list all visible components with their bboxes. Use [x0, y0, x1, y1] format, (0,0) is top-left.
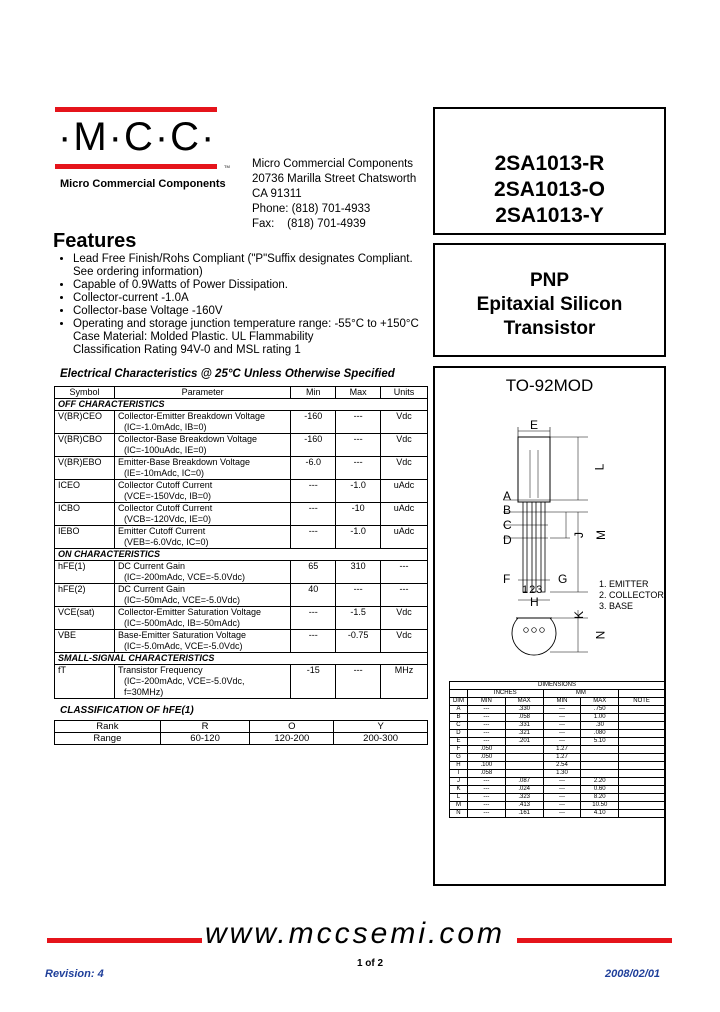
table-row [55, 434, 428, 457]
min-cell: 65 [291, 561, 336, 584]
parameter-line: (VEB=-6.0Vdc, IC=0) [123, 537, 209, 547]
dim-label-c: C [503, 518, 512, 532]
features-list [53, 253, 433, 331]
parameter-line: (IC=-5.0mAdc, VCE=-5.0Vdc) [123, 641, 243, 651]
dim-cell: .331 [505, 722, 543, 730]
units-cell: uAdc [381, 526, 428, 549]
parameter-cell [114, 630, 290, 653]
dim-cell: .024 [505, 786, 543, 794]
units-cell: Vdc [381, 434, 428, 457]
max-cell: --- [336, 584, 381, 607]
dim-cell: --- [543, 714, 581, 722]
dim-cell: .050 [467, 754, 505, 762]
parameter-line: (IE=-10mAdc, IC=0) [123, 468, 204, 478]
dim-label-n: N [593, 630, 608, 640]
features-section [53, 230, 433, 357]
transistor-body [518, 437, 550, 502]
dim-cell: .321 [505, 730, 543, 738]
lead-1 [523, 502, 527, 592]
parameter-line: (IC=-1.0mAdc, IB=0) [123, 422, 207, 432]
parameter-cell [114, 503, 290, 526]
feature-item: • Operating and storage junction temperature range: -55°C to +150°C [73, 318, 433, 331]
features-title: Features [53, 230, 137, 252]
dim-label-h: H [530, 595, 539, 609]
dim-cell: E [450, 738, 468, 746]
units-cell: Vdc [381, 457, 428, 480]
parameter-cell [114, 607, 290, 630]
classification-cell: Range [55, 733, 161, 745]
package-bottom-view [512, 618, 556, 655]
revision-date: 2008/02/01 [605, 968, 661, 980]
symbol-cell: fT [55, 665, 115, 699]
dim-cell [581, 754, 619, 762]
company-logo: ·M·C·C· [58, 115, 217, 159]
dim-cell: H [450, 762, 468, 770]
parameter-cell [114, 584, 290, 607]
part-number: 2SA1013-Y [495, 204, 604, 227]
dim-cell [505, 754, 543, 762]
classification-header-row [55, 721, 428, 733]
dim-cell [619, 770, 665, 778]
symbol-cell: ICBO [55, 503, 115, 526]
parameter-line: Collector Cutoff Current [117, 503, 213, 513]
parameter-line: (IC=-50mAdc, VCE=-5.0Vdc) [123, 595, 240, 605]
dim-cell [619, 722, 665, 730]
dim-col-header: MIN [467, 698, 505, 706]
parameter-cell [114, 480, 290, 503]
electrical-title: Electrical Characteristics @ 25°C Unless Otherwise Specified [60, 368, 395, 380]
classification-cell: Rank [55, 721, 161, 733]
table-row [55, 607, 428, 630]
min-cell: 40 [291, 584, 336, 607]
symbol-cell: V(BR)EBO [55, 457, 115, 480]
dim-cell: 1.27 [543, 746, 581, 754]
parameter-line: Collector-Base Breakdown Voltage [117, 434, 258, 444]
dim-cell: M [450, 802, 468, 810]
table-row [55, 411, 428, 434]
dim-cell: --- [543, 706, 581, 714]
dim-cell: --- [543, 786, 581, 794]
dim-cell: --- [543, 738, 581, 746]
dim-cell: --- [467, 778, 505, 786]
table-row [55, 457, 428, 480]
dim-group-header: INCHES [467, 690, 543, 698]
dim-row [450, 778, 665, 786]
dim-cell: 1.00 [581, 714, 619, 722]
pin-legend [599, 579, 664, 612]
part-number: 2SA1013-O [494, 178, 605, 201]
parameter-line: (VCB=-120Vdc, IE=0) [123, 514, 211, 524]
dim-cell [619, 762, 665, 770]
classification-cell: O [250, 721, 334, 733]
dim-cell [619, 730, 665, 738]
classification-cell: 60-120 [160, 733, 250, 745]
off-characteristics-title: OFF CHARACTERISTICS [55, 399, 428, 411]
classification-cell: Y [334, 721, 428, 733]
column-header: Max [336, 387, 381, 399]
units-cell: Vdc [381, 630, 428, 653]
dim-cell: .050 [467, 746, 505, 754]
dim-cell: 0.60 [581, 786, 619, 794]
min-cell: --- [291, 526, 336, 549]
address-line: Phone: (818) 701-4933 [252, 203, 371, 215]
dim-col-header: MIN [543, 698, 581, 706]
lead-3 [541, 502, 545, 592]
classification-row [55, 733, 428, 745]
dim-cell [505, 762, 543, 770]
dim-cell: --- [543, 802, 581, 810]
min-cell: -160 [291, 434, 336, 457]
units-cell: --- [381, 561, 428, 584]
address-line: 20736 Marilla Street Chatsworth [252, 173, 417, 185]
dim-cell: --- [543, 810, 581, 818]
address-line: Fax: (818) 701-4939 [252, 218, 366, 230]
symbol-cell: V(BR)CEO [55, 411, 115, 434]
table-row [55, 480, 428, 503]
feature-item: • Collector-base Voltage -160V [73, 305, 433, 318]
dim-cell [619, 786, 665, 794]
dim-cell: I [450, 770, 468, 778]
trademark-mark: TM [224, 164, 230, 169]
dim-cell [619, 754, 665, 762]
dim-col-header: DIM [450, 698, 468, 706]
parameter-line: DC Current Gain [117, 584, 185, 594]
dim-cell: --- [467, 810, 505, 818]
dim-row [450, 746, 665, 754]
address-line: Micro Commercial Components [252, 158, 414, 170]
parameter-cell [114, 434, 290, 457]
dim-cell: --- [543, 730, 581, 738]
dim-row [450, 810, 665, 818]
dim-cell: --- [467, 714, 505, 722]
dim-cell: .080 [581, 730, 619, 738]
max-cell: --- [336, 434, 381, 457]
dim-cell [619, 706, 665, 714]
parameter-cell [114, 411, 290, 434]
feature-item: • Lead Free Finish/Rohs Compliant ("P"Suffix designates Compliant. See ordering information) [73, 253, 433, 279]
company-address [252, 157, 432, 232]
logo-company-name: Micro Commercial Components [60, 178, 226, 190]
parameter-line: Emitter-Base Breakdown Voltage [117, 457, 251, 467]
feature-item: • Collector-current -1.0A [73, 292, 433, 305]
dim-col-header: NOTE [619, 698, 665, 706]
symbol-cell: VBE [55, 630, 115, 653]
dim-label-f: F [503, 572, 511, 586]
dim-cell [450, 690, 468, 698]
max-cell: --- [336, 411, 381, 434]
parameter-line: (VCE=-150Vdc, IB=0) [123, 491, 211, 501]
dim-row [450, 802, 665, 810]
units-cell: uAdc [381, 480, 428, 503]
parameter-line: Collector Cutoff Current [117, 480, 213, 490]
dim-label-e: E [530, 418, 539, 432]
dim-row [450, 754, 665, 762]
logo-top-bar [55, 107, 217, 112]
dim-row [450, 762, 665, 770]
dim-cell: --- [467, 738, 505, 746]
symbol-cell: hFE(1) [55, 561, 115, 584]
column-header: Parameter [114, 387, 290, 399]
column-header: Units [381, 387, 428, 399]
dim-cell: 5.10 [581, 738, 619, 746]
dim-cell: .323 [505, 794, 543, 802]
units-cell: MHz [381, 665, 428, 699]
dim-cell [581, 762, 619, 770]
dim-cell: --- [467, 802, 505, 810]
parameter-line: Collector-Emitter Saturation Voltage [117, 607, 262, 617]
table-row [55, 503, 428, 526]
column-header: Symbol [55, 387, 115, 399]
dim-cell: --- [467, 786, 505, 794]
feature-continuation: Case Material: Molded Plastic. UL Flammability [73, 331, 314, 343]
dim-cell: D [450, 730, 468, 738]
dim-cell: C [450, 722, 468, 730]
dim-cell: 1.27 [543, 754, 581, 762]
dim-cell: --- [467, 794, 505, 802]
dim-cell: G [450, 754, 468, 762]
dim-cell: L [450, 794, 468, 802]
pin-legend-item: 3. BASE [599, 601, 634, 611]
parameter-cell [114, 665, 290, 699]
parameter-cell [114, 561, 290, 584]
description-line: PNP [529, 270, 570, 291]
dimensions-table [449, 681, 665, 818]
max-cell: 310 [336, 561, 381, 584]
units-cell: Vdc [381, 607, 428, 630]
table-row [55, 526, 428, 549]
feature-continuation: Classification Rating 94V-0 and MSL rating 1 [73, 344, 301, 356]
max-cell: --- [336, 665, 381, 699]
min-cell: -160 [291, 411, 336, 434]
dim-row [450, 714, 665, 722]
page-number: 1 of 2 [356, 958, 384, 969]
dim-cell: N [450, 810, 468, 818]
min-cell: --- [291, 607, 336, 630]
website-left-bar [47, 938, 202, 943]
dim-row [450, 730, 665, 738]
dim-row [450, 738, 665, 746]
parameter-line: Emitter Cutoff Current [117, 526, 206, 536]
dim-label-d: D [503, 533, 512, 547]
table-row [55, 630, 428, 653]
package-title: TO-92MOD [505, 376, 594, 395]
part-number: 2SA1013-R [494, 152, 605, 175]
dim-cell [619, 810, 665, 818]
dim-cell: .750 [581, 706, 619, 714]
dim-cell: 1.30 [543, 770, 581, 778]
dim-cell [619, 714, 665, 722]
dim-cell: --- [543, 722, 581, 730]
min-cell: -15 [291, 665, 336, 699]
min-cell: --- [291, 630, 336, 653]
symbol-cell: VCE(sat) [55, 607, 115, 630]
dim-cell: K [450, 786, 468, 794]
table-row [55, 561, 428, 584]
symbol-cell: hFE(2) [55, 584, 115, 607]
description-line: Transistor [503, 318, 596, 339]
pin-numbers: 123 [522, 584, 544, 596]
description-box [433, 243, 666, 357]
dim-cell: A [450, 706, 468, 714]
dim-label-b: B [503, 503, 512, 517]
dim-cell: .201 [505, 738, 543, 746]
dim-cell: .330 [505, 706, 543, 714]
website-right-bar [517, 938, 672, 943]
on-characteristics-title: ON CHARACTERISTICS [55, 549, 428, 561]
dim-cell: .058 [467, 770, 505, 778]
dim-cell [581, 746, 619, 754]
parameter-line: (IC=-200mAdc, VCE=-5.0Vdc, [123, 676, 245, 686]
dim-cell: --- [467, 706, 505, 714]
max-cell: -1.0 [336, 480, 381, 503]
dim-cell: .058 [505, 714, 543, 722]
dim-cell: .100 [467, 762, 505, 770]
package-drawing [438, 410, 663, 665]
symbol-cell: IEBO [55, 526, 115, 549]
classification-cell: 120-200 [250, 733, 334, 745]
classification-cell: R [160, 721, 250, 733]
dim-cell [581, 770, 619, 778]
dimensions-title: DIMENSIONS [450, 682, 665, 690]
description-line: Epitaxial Silicon [476, 294, 623, 315]
min-cell: -6.0 [291, 457, 336, 480]
parameter-line: Base-Emitter Saturation Voltage [117, 630, 247, 640]
dim-row [450, 706, 665, 714]
dim-cell: B [450, 714, 468, 722]
max-cell: -1.0 [336, 526, 381, 549]
max-cell: -10 [336, 503, 381, 526]
dim-cell: 2.20 [581, 778, 619, 786]
dim-cell: J [450, 778, 468, 786]
dim-cell: --- [467, 722, 505, 730]
feature-item: • Capable of 0.9Watts of Power Dissipation. [73, 279, 433, 292]
parameter-line: f=30MHz) [123, 687, 164, 697]
max-cell: -0.75 [336, 630, 381, 653]
parameter-line: (IC=-200mAdc, VCE=-5.0Vdc) [123, 572, 245, 582]
min-cell: --- [291, 503, 336, 526]
dim-cell [619, 794, 665, 802]
dim-col-header: MAX [581, 698, 619, 706]
dim-cell: F [450, 746, 468, 754]
dim-cell: --- [543, 794, 581, 802]
dim-row [450, 786, 665, 794]
dim-cell [619, 802, 665, 810]
symbol-cell: V(BR)CBO [55, 434, 115, 457]
address-line: CA 91311 [252, 188, 302, 200]
classification-table [54, 720, 428, 745]
units-cell: Vdc [381, 411, 428, 434]
dim-cell [619, 746, 665, 754]
max-cell: --- [336, 457, 381, 480]
dim-cell: .413 [505, 802, 543, 810]
small-signal-title: SMALL-SIGNAL CHARACTERISTICS [55, 653, 428, 665]
dim-cell: 10.50 [581, 802, 619, 810]
table-row [55, 665, 428, 699]
dim-label-j: J [572, 532, 586, 538]
parameter-line: (IC=-500mAdc, IB=-50mAdc) [123, 618, 240, 628]
units-cell: --- [381, 584, 428, 607]
parameter-line: (IC=-100uAdc, IE=0) [123, 445, 207, 455]
dim-row [450, 722, 665, 730]
parameter-cell [114, 457, 290, 480]
table-header-row [55, 387, 428, 399]
dim-label-a: A [503, 489, 512, 503]
dim-cell: 2.54 [543, 762, 581, 770]
parameter-line: DC Current Gain [117, 561, 185, 571]
dim-cell [505, 746, 543, 754]
dim-cell: .161 [505, 810, 543, 818]
logo-bottom-bar [55, 164, 217, 169]
dim-cell: --- [467, 730, 505, 738]
dim-cell: 8.20 [581, 794, 619, 802]
dim-cell [619, 738, 665, 746]
classification-cell: 200-300 [334, 733, 428, 745]
dim-label-g: G [558, 572, 568, 586]
dim-label-m: M [594, 530, 608, 540]
pin-legend-item: 2. COLLECTOR [599, 590, 664, 600]
dim-group-header: MM [543, 690, 619, 698]
part-number-box [433, 107, 666, 235]
dim-cell [619, 778, 665, 786]
symbol-cell: ICEO [55, 480, 115, 503]
parameter-cell [114, 526, 290, 549]
revision-label: Revision: 4 [45, 968, 104, 980]
lead-2 [532, 502, 536, 592]
dim-row [450, 794, 665, 802]
dim-col-header: MAX [505, 698, 543, 706]
parameter-line: Transistor Frequency [117, 665, 203, 675]
max-cell: -1.5 [336, 607, 381, 630]
table-row [55, 584, 428, 607]
dim-cell: .30 [581, 722, 619, 730]
website-url[interactable]: www.mccsemi.com [205, 917, 506, 950]
dim-cell [505, 770, 543, 778]
pin-legend-item: 1. EMITTER [599, 579, 649, 589]
dim-row [450, 770, 665, 778]
parameter-line: Collector-Emitter Breakdown Voltage [117, 411, 266, 421]
dim-cell: --- [543, 778, 581, 786]
dim-cell: .087 [505, 778, 543, 786]
min-cell: --- [291, 480, 336, 503]
column-header: Min [291, 387, 336, 399]
dim-label-k: K [572, 610, 587, 620]
dim-cell [619, 690, 665, 698]
dim-label-l: L [592, 463, 607, 471]
classification-title: CLASSIFICATION OF hFE(1) [60, 705, 194, 716]
dim-cell: 4.10 [581, 810, 619, 818]
electrical-table [54, 386, 428, 699]
units-cell: uAdc [381, 503, 428, 526]
